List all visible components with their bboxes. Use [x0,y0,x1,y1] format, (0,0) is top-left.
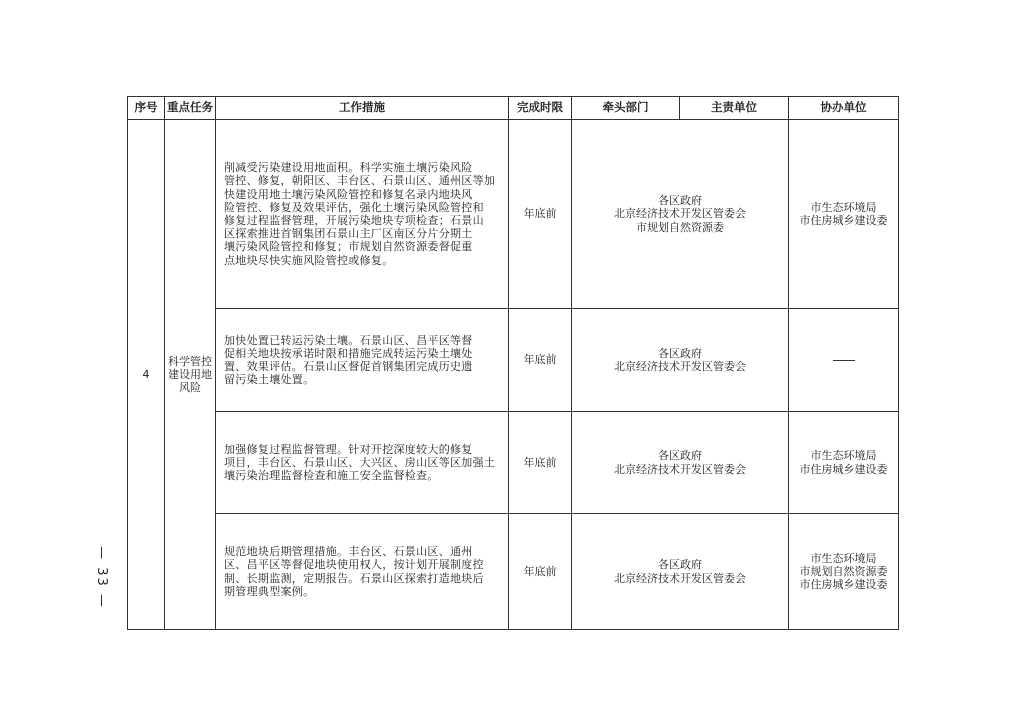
assist-unit: 市生态环境局 市住房城乡建设委 [789,120,899,309]
measure-text: 加强修复过程监督管理。针对开挖深度较大的修复 项目，丰台区、石景山区、大兴区、房山区等区加强土 壤污染治理监督检查和施工安全监督检查。 [216,412,509,514]
header-task: 重点任务 [165,97,216,120]
main-unit: 各区政府 北京经济技术开发区管委会 [572,412,789,514]
table-row [128,514,899,630]
table-row [128,309,899,412]
header-lead: 牵头部门 [572,97,680,120]
assist-unit-empty [789,309,899,412]
header-measures: 工作措施 [216,97,509,120]
measure-text: 加快处置已转运污染土壤。石景山区、昌平区等督 促相关地块按承诺时限和措施完成转运污染土壤处 置、效果评估。石景山区督促首钢集团完成历史遗 留污染土壤处置。 [216,309,509,412]
measure-text: 削减受污染建设用地面积。科学实施土壤污染风险 管控、修复，朝阳区、丰台区、石景山区、通州区等加 快建设用地土壤污染风险管控和修复名录内地块风 险管控、修复及效果评估，强化土壤污染风险管控和 修复过程监督管理，开展污染地块专项检查；石景山 区探索推进首钢集团石景山主厂区南区分片分期土 壤污染风险管控和修复；市规划自然资源委督促重 点地块尽快实施风险管控或修复。 [216,120,509,309]
table-header-row [128,97,899,120]
deadline: 年底前 [509,412,572,514]
dash-mark [833,360,855,361]
header-assist-unit: 协办单位 [789,97,899,120]
page-number: — 33 — [93,545,109,609]
main-unit: 各区政府 北京经济技术开发区管委会 市规划自然资源委 [572,120,789,309]
task-table [127,96,899,630]
table-row [128,412,899,514]
task-name: 科学管控 建设用地 风险 [165,120,216,630]
deadline: 年底前 [509,120,572,309]
header-deadline: 完成时限 [509,97,572,120]
main-unit: 各区政府 北京经济技术开发区管委会 [572,309,789,412]
deadline: 年底前 [509,514,572,630]
main-unit: 各区政府 北京经济技术开发区管委会 [572,514,789,630]
table-row [128,120,899,309]
measure-text: 规范地块后期管理措施。丰台区、石景山区、通州 区、昌平区等督促地块使用权人，按计划开展制度控 制、长期监测，定期报告。石景山区探索打造地块后 期管理典型案例。 [216,514,509,630]
deadline: 年底前 [509,309,572,412]
assist-unit: 市生态环境局 市规划自然资源委 市住房城乡建设委 [789,514,899,630]
row-number: 4 [128,120,165,630]
assist-unit: 市生态环境局 市住房城乡建设委 [789,412,899,514]
header-no: 序号 [128,97,165,120]
header-main-unit: 主责单位 [680,97,789,120]
